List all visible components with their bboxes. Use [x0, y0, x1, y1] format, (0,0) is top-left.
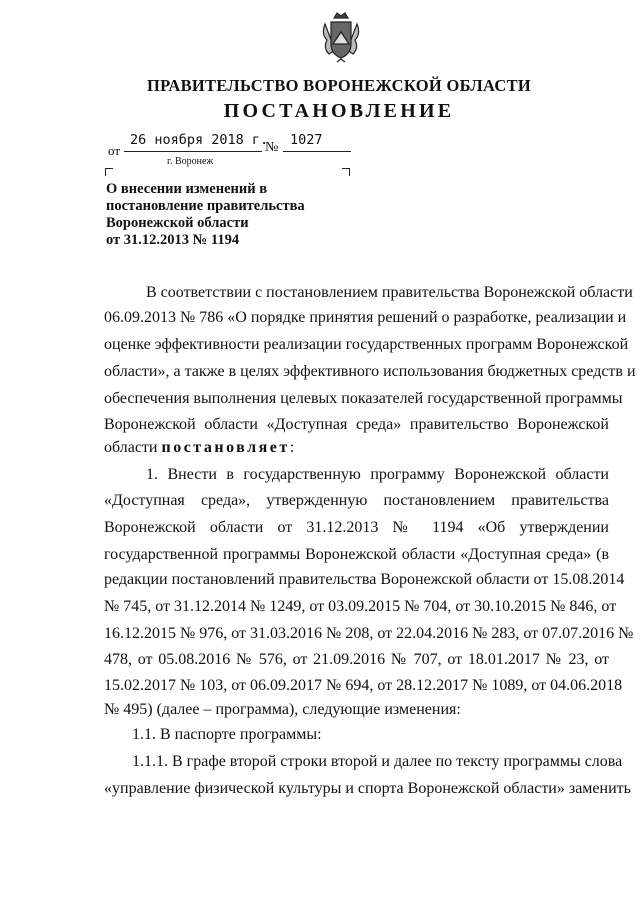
document-number: 1027 [290, 132, 323, 148]
body-line: В соответствии с постановлением правительства Воронежской области [146, 284, 633, 301]
body-line: 15.02.2017 № 103, от 06.09.2017 № 694, от 28.12.2017 № 1089, от 04.06.2018 [104, 677, 623, 694]
body-line: Воронежской области «Доступная среда» правительство Воронежской [104, 416, 609, 433]
body-line: «управление физической культуры и спорта Воронежской области» заменить [104, 780, 631, 797]
body-line: государственной программы Воронежской области «Доступная среда» (в [104, 546, 609, 563]
body-line: 06.09.2013 № 786 «О порядке принятия решений о разработке, реализации и [104, 309, 627, 326]
body-line: Воронежской области от 31.12.2013 № 1194 «Об утверждении [104, 519, 609, 536]
body-line: редакции постановлений правительства Воронежской области от 15.08.2014 [104, 571, 625, 588]
document-subject [106, 181, 366, 249]
city-label: г. Воронеж [167, 156, 214, 167]
number-prefix: № [265, 140, 279, 155]
document-type-title: ПОСТАНОВЛЕНИЕ [223, 100, 455, 122]
body-line: обеспечения выполнения целевых показателей государственной программы [104, 390, 623, 407]
body-line: № 745, от 31.12.2014 № 1249, от 03.09.2015 № 704, от 30.10.2015 № 846, от [104, 598, 617, 615]
document-date: 26 ноября 2018 г. [130, 132, 269, 148]
body-line: 1. Внести в государственную программу Воронежской области [146, 466, 609, 483]
resolve-word: постановляет [161, 439, 290, 456]
body-line: 1.1.1. В графе второй строки второй и далее по тексту программы слова [132, 753, 623, 770]
subject-line: О внесении изменений в [106, 181, 268, 197]
date-underline [124, 151, 262, 152]
number-underline [283, 151, 351, 152]
date-prefix: от [108, 143, 121, 158]
bracket-right-corner [342, 168, 350, 176]
resolve-prefix: области [104, 439, 158, 456]
subject-line: Воронежской области [106, 215, 249, 231]
body-line: № 495) (далее – программа), следующие изменения: [104, 701, 461, 718]
body-line: области», а также в целях эффективного использования бюджетных средств и [104, 363, 636, 380]
coat-of-arms-icon [319, 10, 363, 66]
body-line: оценке эффективности реализации государственных программ Воронежской [104, 336, 629, 353]
subject-line: от 31.12.2013 № 1194 [106, 232, 240, 248]
body-line: 16.12.2015 № 976, от 31.03.2016 № 208, от 22.04.2016 № 283, от 07.07.2016 № [104, 625, 634, 642]
organization-name: ПРАВИТЕЛЬСТВО ВОРОНЕЖСКОЙ ОБЛАСТИ [146, 76, 532, 95]
resolve-line [104, 438, 609, 458]
body-line: 1.1. В паспорте программы: [132, 726, 322, 743]
subject-line: постановление правительства [106, 198, 305, 214]
body-line: «Доступная среда», утвержденную постановлением правительства [104, 492, 609, 509]
bracket-left-corner [105, 168, 113, 176]
body-line: 478, от 05.08.2016 № 576, от 21.09.2016 № 707, от 18.01.2017 № 23, от [104, 651, 609, 668]
resolve-suffix: : [289, 439, 295, 456]
